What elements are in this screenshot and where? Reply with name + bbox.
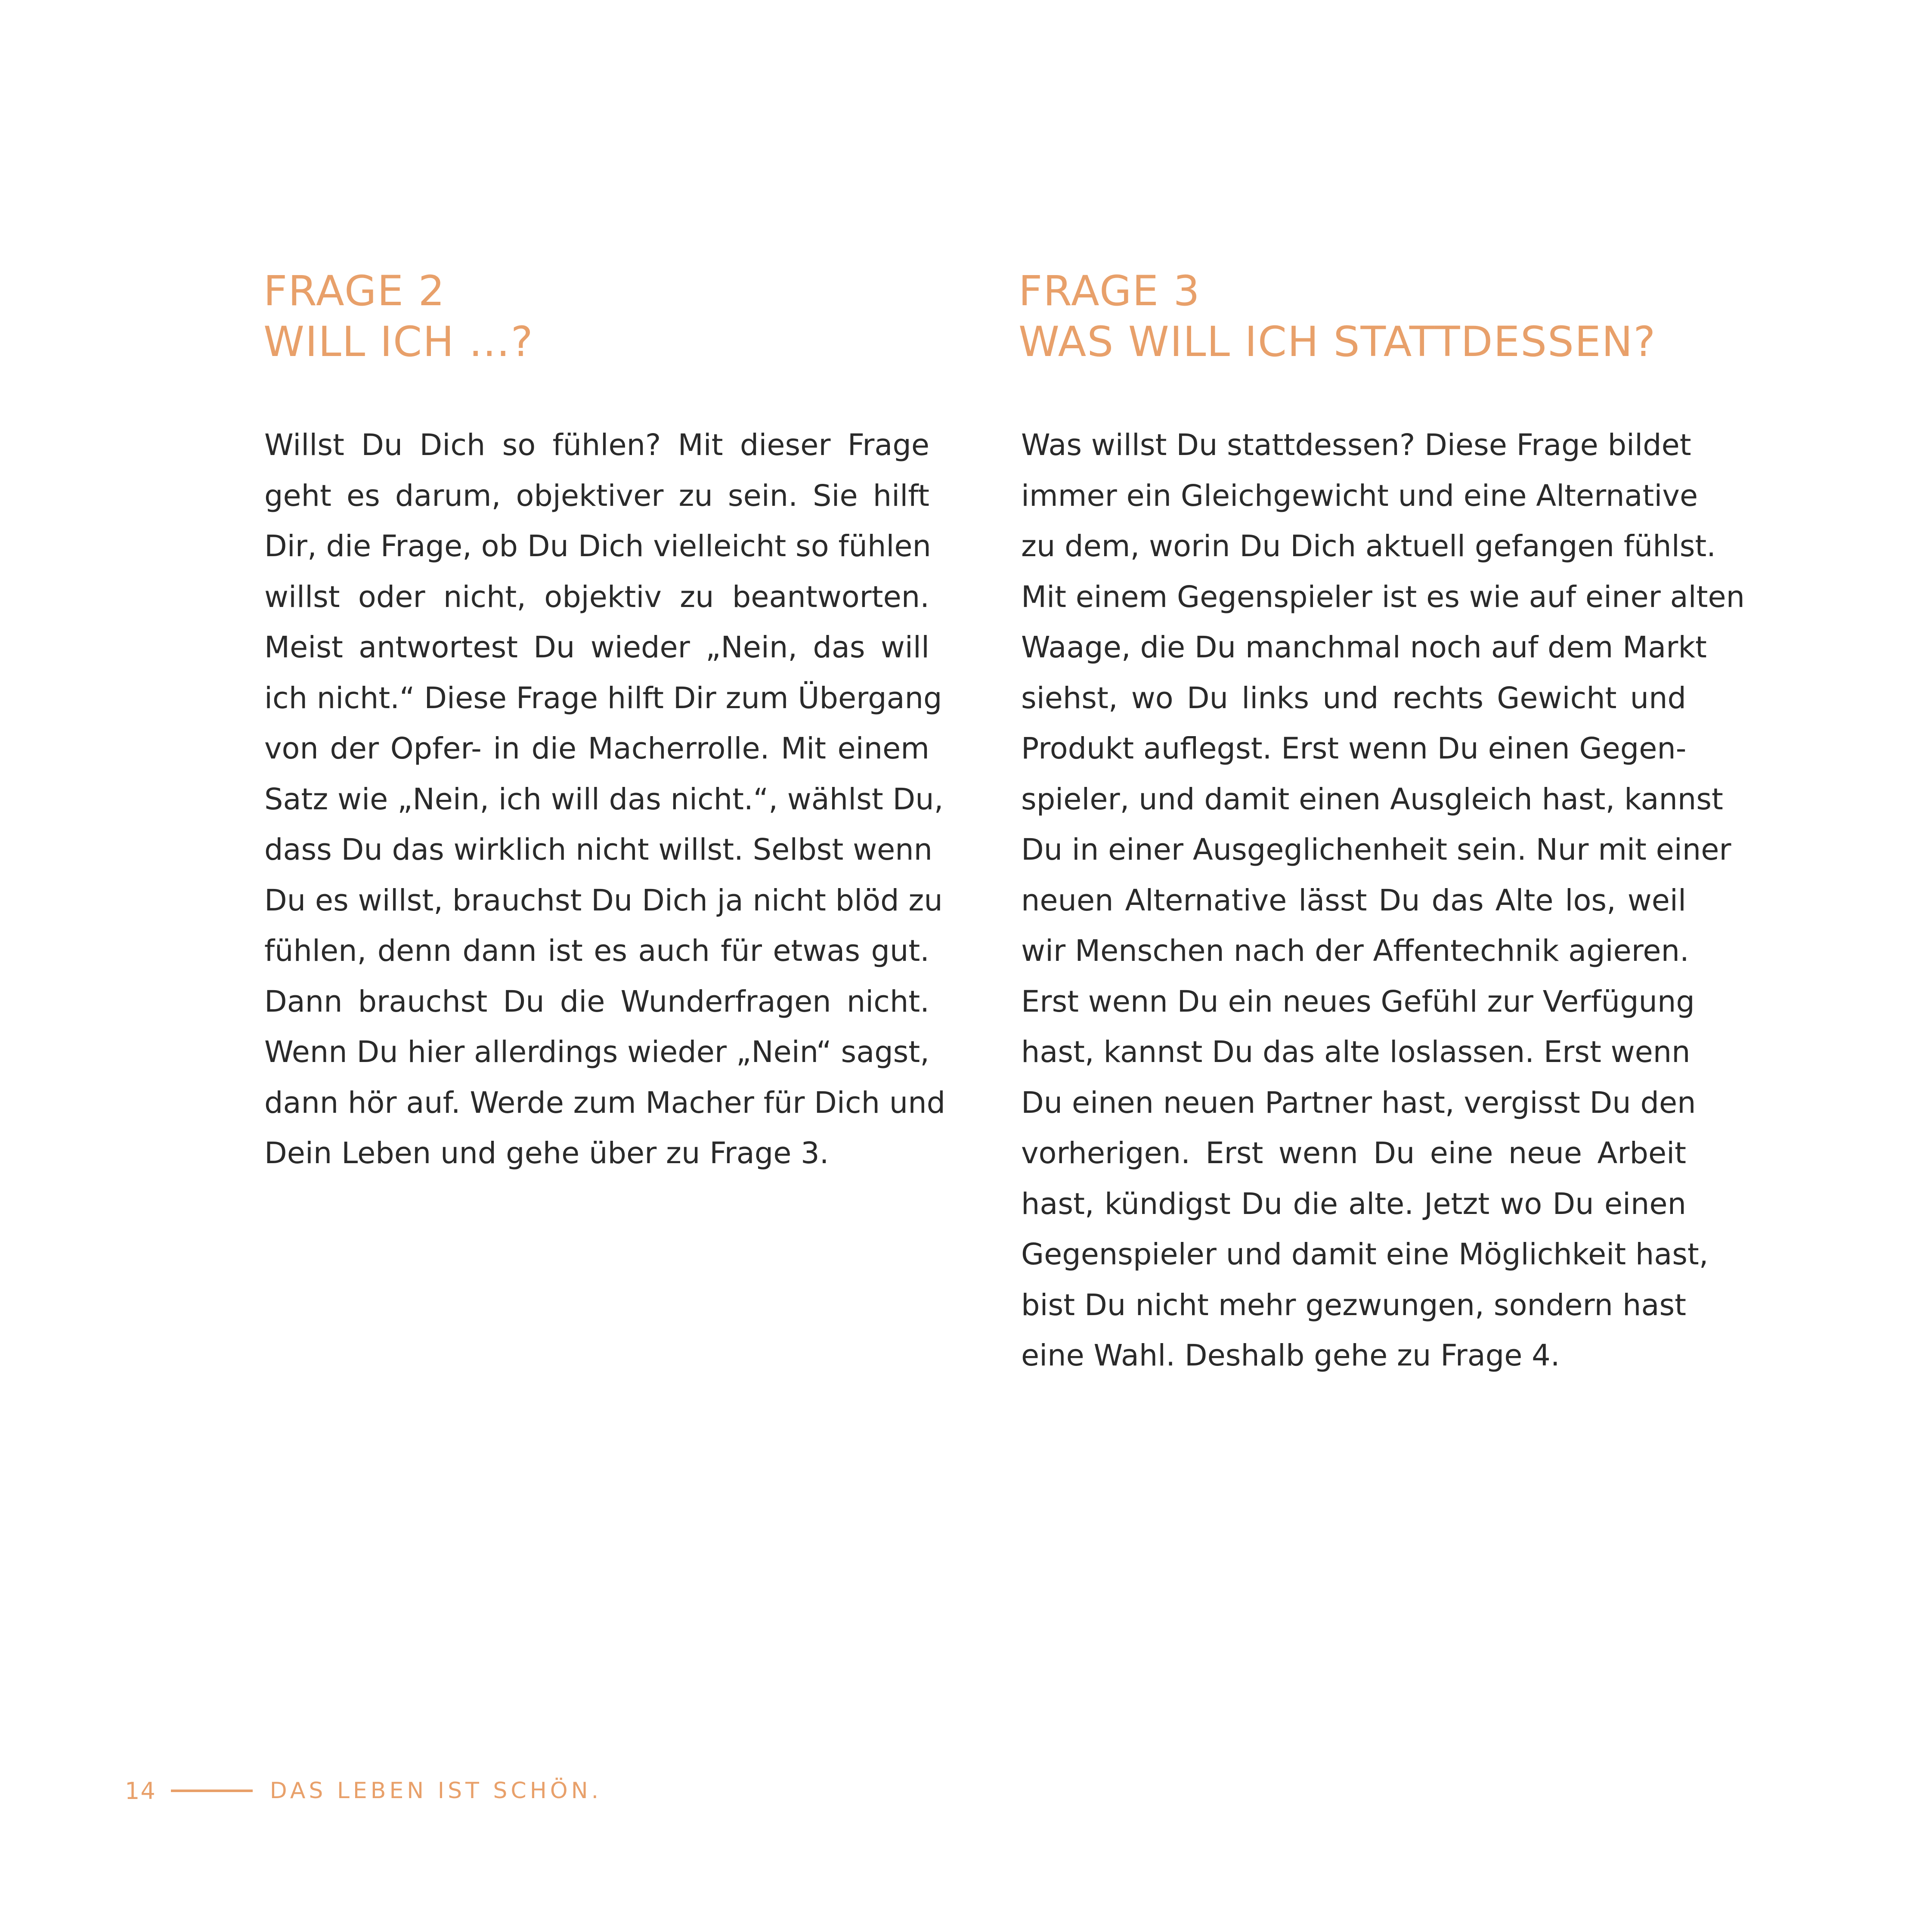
- footer-divider: [171, 1790, 253, 1792]
- body-text-line: immer ein Gleichgewicht und eine Alternative: [1021, 478, 1698, 513]
- running-title: DAS LEBEN IST SCHÖN.: [269, 1778, 602, 1804]
- section-heading-frage-3: [1019, 266, 1656, 367]
- body-text-line: Willst Du Dich so fühlen? Mit dieser Frage: [264, 428, 929, 462]
- body-text-line: fühlen, denn dann ist es auch für etwas gut.: [264, 934, 929, 968]
- body-text-line: vorherigen. Erst wenn Du eine neue Arbeit: [1021, 1136, 1686, 1170]
- body-text-line: hast, kündigst Du die alte. Jetzt wo Du einen: [1021, 1186, 1686, 1221]
- body-text-line: zu dem, worin Du Dich aktuell gefangen fühlst.: [1021, 529, 1716, 564]
- body-text-line: Satz wie „Nein, ich will das nicht.“, wählst Du,: [264, 782, 944, 817]
- page-number: 14: [125, 1777, 156, 1805]
- heading-question: WAS WILL ICH STATTDESSEN?: [1019, 318, 1656, 366]
- body-text-line: spieler, und damit einen Ausgleich hast, kannst: [1021, 782, 1723, 817]
- body-text-line: Du einen neuen Partner hast, vergisst Du den: [1021, 1085, 1696, 1120]
- body-text-line: ich nicht.“ Diese Frage hilft Dir zum Übergang: [264, 681, 942, 715]
- body-text-line: Gegenspieler und damit eine Möglichkeit hast,: [1021, 1237, 1709, 1272]
- body-text-line: Mit einem Gegenspieler ist es wie auf einer alten: [1021, 579, 1745, 614]
- body-text-line: bist Du nicht mehr gezwungen, sondern hast: [1021, 1288, 1686, 1322]
- body-text-line: Waage, die Du manchmal noch auf dem Markt: [1021, 630, 1707, 665]
- body-text-line: Du es willst, brauchst Du Dich ja nicht blöd zu: [264, 883, 943, 918]
- body-text-line: Dir, die Frage, ob Du Dich vielleicht so fühlen: [264, 529, 931, 564]
- body-text-line: Was willst Du stattdessen? Diese Frage bildet: [1021, 428, 1691, 462]
- body-text-frage-3: [1021, 420, 1745, 1381]
- body-text-line: Dein Leben und gehe über zu Frage 3.: [264, 1136, 829, 1170]
- body-text-line: Erst wenn Du ein neues Gefühl zur Verfügung: [1021, 984, 1695, 1019]
- body-text-frage-2: [264, 420, 946, 1179]
- body-text-line: geht es darum, objektiver zu sein. Sie hilft: [264, 478, 929, 513]
- page-footer: [125, 1774, 602, 1808]
- body-text-line: wir Menschen nach der Affentechnik agieren.: [1021, 934, 1689, 968]
- body-text-line: Du in einer Ausgeglichenheit sein. Nur mit einer: [1021, 833, 1731, 867]
- body-text-line: Produkt auflegst. Erst wenn Du einen Gegen-: [1021, 731, 1687, 766]
- body-text-line: siehst, wo Du links und rechts Gewicht und: [1021, 681, 1686, 715]
- body-text-line: Dann brauchst Du die Wunderfragen nicht.: [264, 984, 929, 1019]
- body-text-line: Wenn Du hier allerdings wieder „Nein“ sagst,: [264, 1035, 929, 1069]
- body-text-line: dann hör auf. Werde zum Macher für Dich und: [264, 1085, 946, 1120]
- section-heading-frage-2: [263, 266, 534, 367]
- body-text-line: hast, kannst Du das alte loslassen. Erst wenn: [1021, 1035, 1690, 1069]
- body-text-line: eine Wahl. Deshalb gehe zu Frage 4.: [1021, 1338, 1560, 1373]
- heading-number: FRAGE 3: [1019, 267, 1201, 315]
- heading-number: FRAGE 2: [263, 267, 446, 315]
- body-text-line: dass Du das wirklich nicht willst. Selbst wenn: [264, 833, 933, 867]
- body-text-line: Meist antwortest Du wieder „Nein, das will: [264, 630, 929, 665]
- body-text-line: willst oder nicht, objektiv zu beantworten.: [264, 579, 929, 614]
- heading-question: WILL ICH …?: [263, 318, 534, 366]
- body-text-line: neuen Alternative lässt Du das Alte los, weil: [1021, 883, 1686, 918]
- body-text-line: von der Opfer- in die Macherrolle. Mit einem: [264, 731, 929, 766]
